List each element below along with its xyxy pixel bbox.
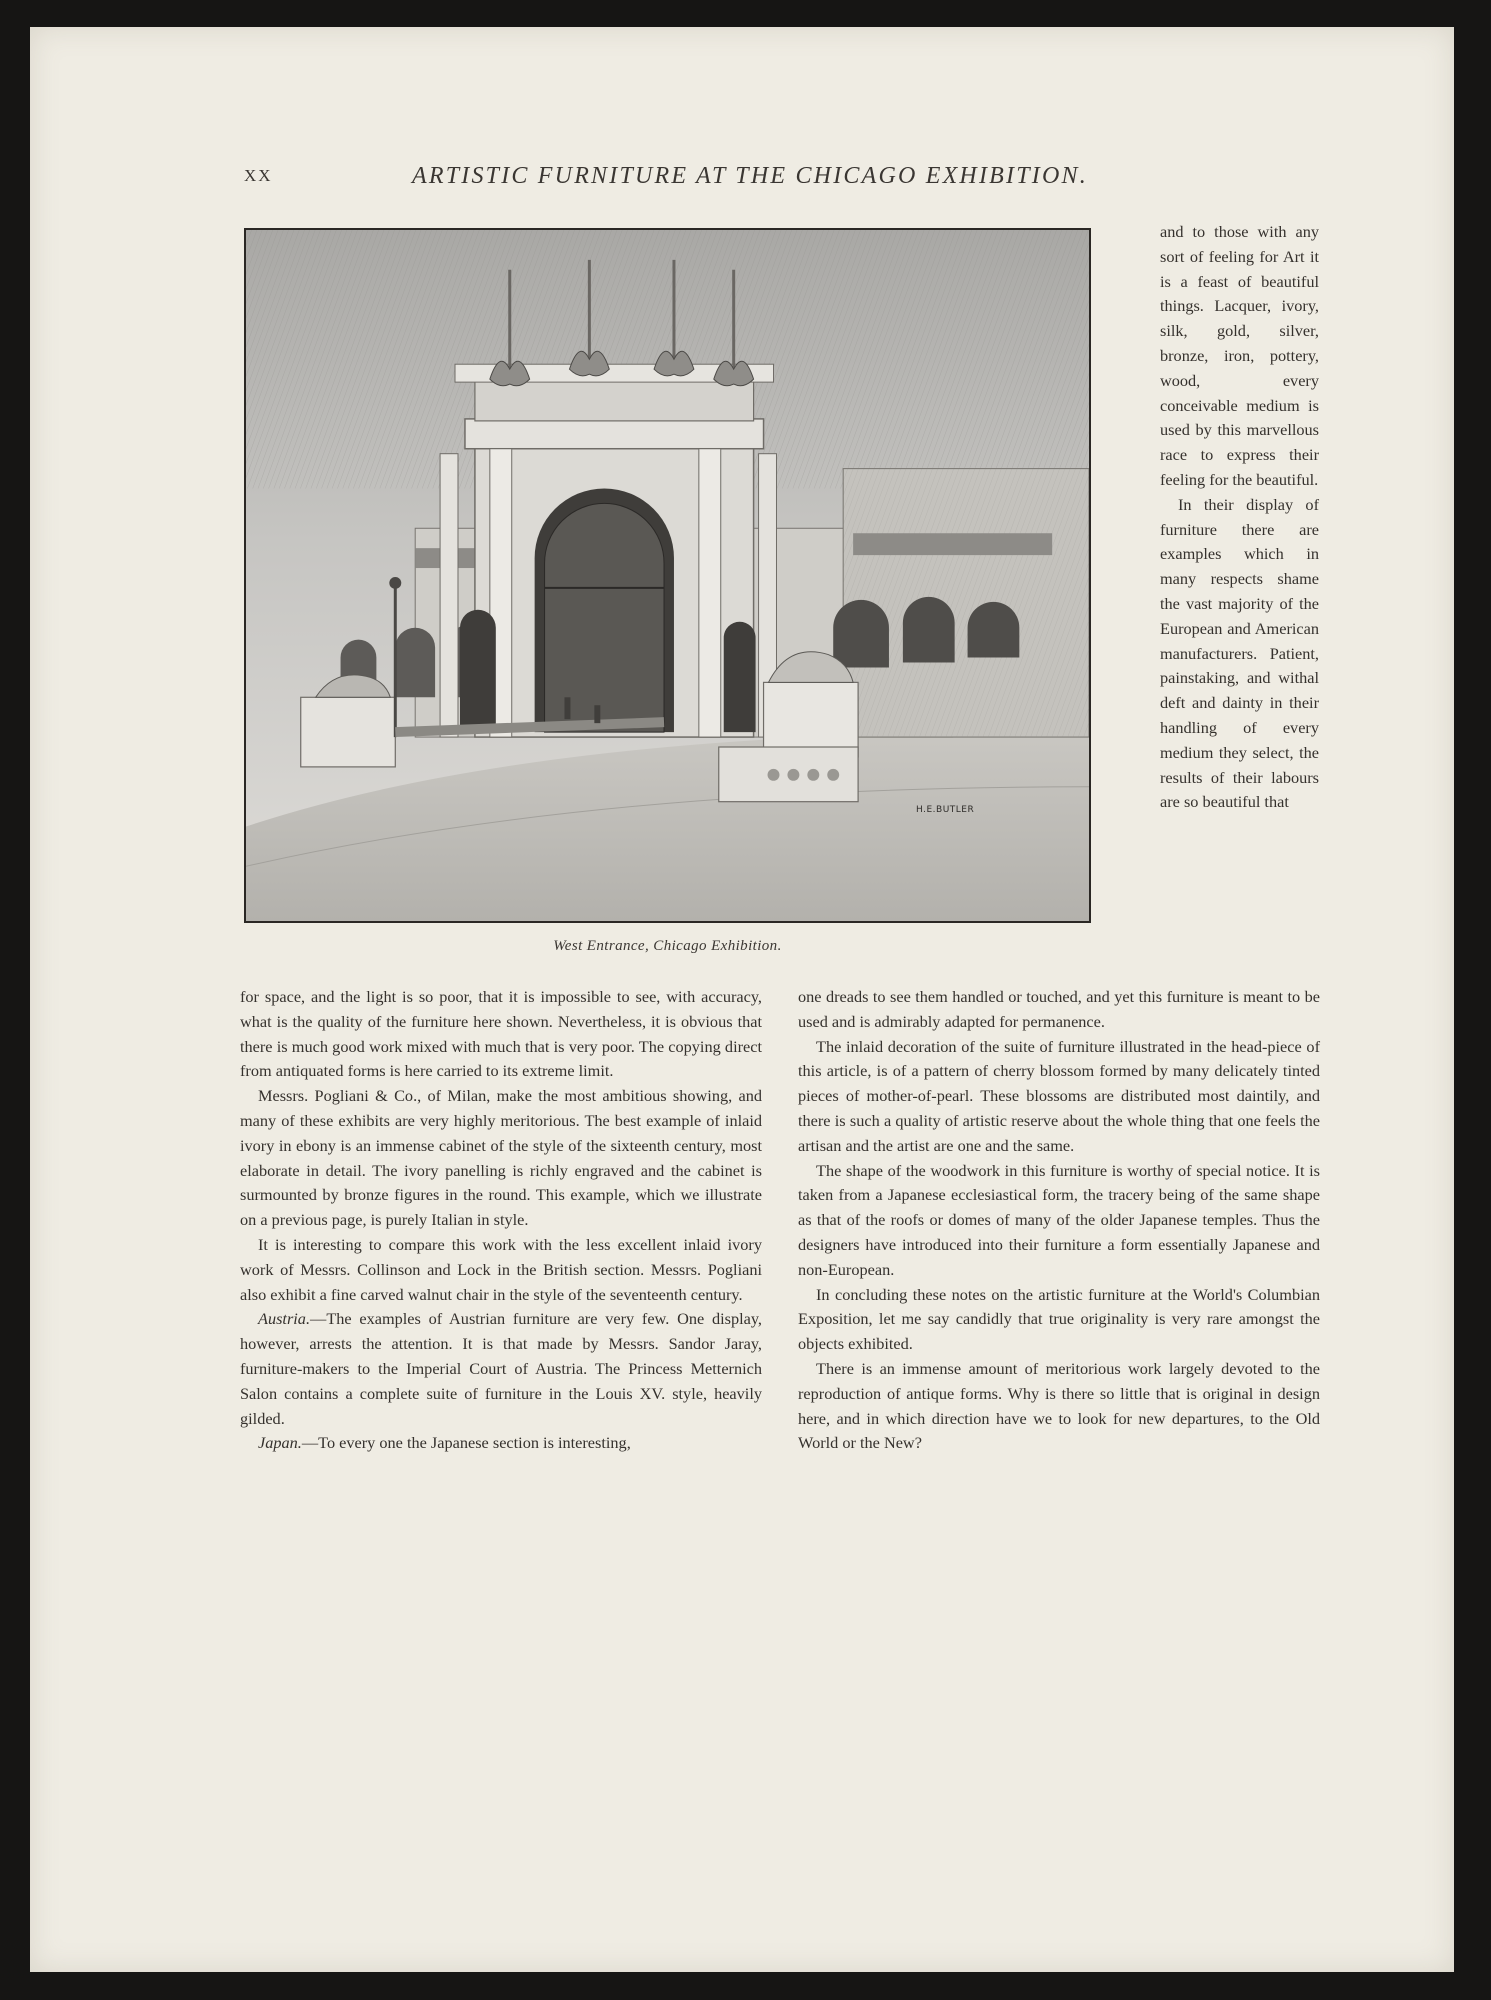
left-column xyxy=(240,985,762,1456)
left-paragraph-3: It is interesting to compare this work with the less excellent inlaid ivory work of Messrs. Collinson and Lock in the British section. Messrs. Pogliani also exhibit a fine carved walnut chair in the style of the seventeenth century. xyxy=(240,1234,762,1304)
artist-signature: H.E.BUTLER xyxy=(916,805,975,815)
right-paragraph-4: In concluding these notes on the artistic furniture at the World's Columbian Exposition, let me say candidly that true originality is very rare amongst the objects exhibited. xyxy=(798,1284,1320,1354)
side-column xyxy=(1160,220,1319,815)
austria-text: —The examples of Austrian furniture are very few. One display, however, arrests the attention. It is that made by Messrs. Sandor Jaray, furniture-makers to the Imperial Court of Austria. The Princess Metternich Salon contains a complete suite of furniture in the Louis XV. style, heavily gilded. xyxy=(240,1309,762,1428)
west-entrance-engraving xyxy=(244,228,1091,923)
side-paragraph-2: In their display of furniture there are examples which in many respects shame the vast majority of the European and American manufacturers. Patient, painstaking, and withal deft and dainty in their handling of every medium they select, the results of their labours are so beautiful that xyxy=(1160,494,1319,812)
right-paragraph-1: one dreads to see them handled or touched, and yet this furniture is meant to be used and is admirably adapted for permanence. xyxy=(798,987,1320,1031)
page-folio: XX xyxy=(244,166,273,185)
austria-heading: Austria. xyxy=(258,1309,311,1329)
right-paragraph-2: The inlaid decoration of the suite of furniture illustrated in the head-piece of this article, is of a pattern of cherry blossom formed by many delicately tinted pieces of mother-of-pearl. These blossoms are distributed most daintily, and there is such a quality of artistic reserve about the whole thing that one feels the artisan and the artist are one and the same. xyxy=(798,1036,1320,1155)
side-paragraph-1: and to those with any sort of feeling for Art it is a feast of beautiful things. Lacquer, ivory, silk, gold, silver, bronze, iron, pottery, wood, every conceivable medium is used by this marvellous race to express their feeling for the beautiful. xyxy=(1160,222,1319,489)
japan-paragraph xyxy=(240,1431,762,1456)
austria-paragraph xyxy=(240,1307,762,1431)
japan-text: —To every one the Japanese section is interesting, xyxy=(301,1433,631,1453)
left-paragraph-2: Messrs. Pogliani & Co., of Milan, make the most ambitious showing, and many of these exhibits are very highly meritorious. The best example of inlaid ivory in ebony is an immense cabinet of the style of the sixteenth century, most elaborate in detail. The ivory panelling is richly engraved and the cabinet is surmounted by bronze figures in the round. This example, which we illustrate on a previous page, is purely Italian in style. xyxy=(240,1086,762,1230)
left-paragraph-1: for space, and the light is so poor, that it is impossible to see, with accuracy, what is the quality of the furniture here shown. Nevertheless, it is obvious that there is much good work mixed with much that is very poor. The copying direct from antiquated forms is here carried to its extreme limit. xyxy=(240,987,762,1081)
figure-caption: West Entrance, Chicago Exhibition. xyxy=(553,938,782,954)
right-paragraph-3: The shape of the woodwork in this furniture is worthy of special notice. It is taken from a Japanese ecclesiastical form, the tracery being of the same shape as that of the roofs or domes of many of the older Japanese temples. Thus the designers have introduced into their furniture a form essentially Japanese and non-European. xyxy=(798,1160,1320,1279)
running-title: ARTISTIC FURNITURE AT THE CHICAGO EXHIBITION. xyxy=(412,163,1088,189)
right-paragraph-5: There is an immense amount of meritorious work largely devoted to the reproduction of antique forms. Why is there so little that is original in design here, and in which direction have we to look for new departures, to the Old World or the New? xyxy=(798,1358,1320,1453)
right-column xyxy=(798,985,1320,1456)
engraving-drawing xyxy=(246,230,1089,921)
japan-heading: Japan. xyxy=(258,1433,302,1453)
